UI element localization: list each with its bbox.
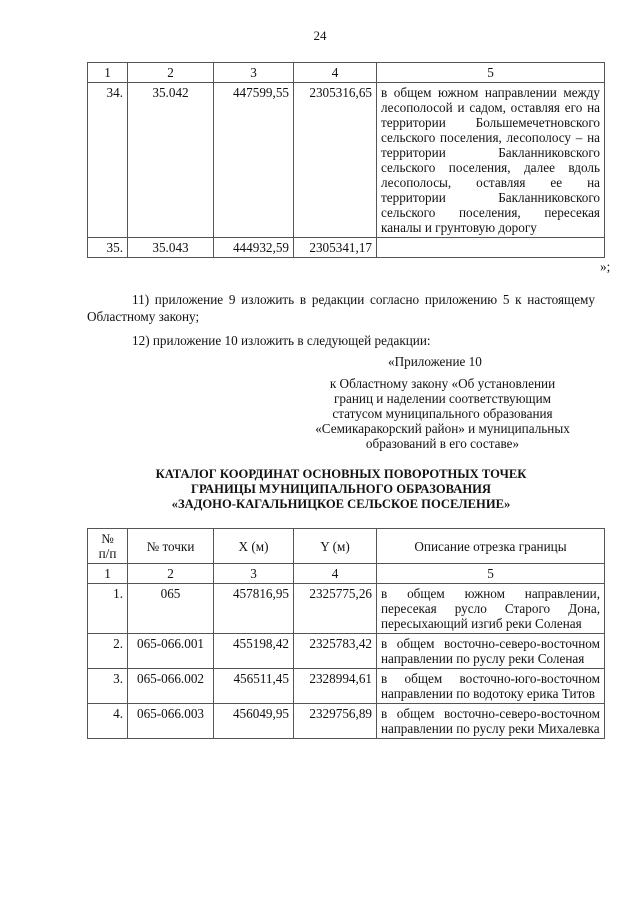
table-row — [88, 669, 605, 704]
coordinates-table-continued — [87, 62, 605, 258]
coord-y: 2305341,17 — [294, 238, 377, 258]
point-id: 065 — [128, 584, 214, 634]
table-row — [88, 704, 605, 739]
segment-description — [377, 238, 605, 258]
row-number: 34. — [88, 83, 128, 238]
row-number: 3. — [88, 669, 128, 704]
coord-y: 2325775,26 — [294, 584, 377, 634]
appendix-title: «Приложение 10 — [388, 354, 482, 369]
point-id: 065-066.001 — [128, 634, 214, 669]
page-number: 24 — [313, 28, 327, 43]
coord-x: 455198,42 — [214, 634, 294, 669]
appendix-line: к Областному закону «Об установлении — [329, 376, 556, 391]
column-number-4: 4 — [294, 564, 377, 584]
column-number-4: 4 — [294, 63, 377, 83]
point-id: 065-066.003 — [128, 704, 214, 739]
point-id: 35.043 — [128, 238, 214, 258]
coord-y: 2329756,89 — [294, 704, 377, 739]
column-header-x: X (м) — [214, 529, 294, 564]
catalog-heading — [87, 467, 595, 512]
column-number-5: 5 — [377, 63, 605, 83]
appendix-line: статусом муниципального образования — [332, 406, 553, 421]
column-header-y: Y (м) — [294, 529, 377, 564]
column-number-1: 1 — [88, 564, 128, 584]
row-number: 4. — [88, 704, 128, 739]
segment-description: в общем восточно-северо-восточном направлении по руслу реки Соленая — [377, 634, 605, 669]
appendix-line: границ и наделении соответствующим — [333, 391, 551, 406]
appendix-reference — [290, 376, 595, 451]
segment-description: в общем южном направлении между лесополосой и садом, оставляя его на территории Большемечетновского сельского поселения, лесополосу – на территории Бакланниковского сельского поселения, далее вдоль лесополосы, оставляя ее на территории Бакланниковского сельского поселения, пересекая каналы и грунтовую дорогу — [377, 83, 605, 238]
row-number: 35. — [88, 238, 128, 258]
catalog-heading-line: «ЗАДОНО-КАГАЛЬНИЦКОЕ СЕЛЬСКОЕ ПОСЕЛЕНИЕ» — [171, 497, 511, 511]
paragraph-12: 12) приложение 10 изложить в следующей редакции: — [132, 333, 431, 348]
column-number-3: 3 — [214, 63, 294, 83]
catalog-heading-line: ГРАНИЦЫ МУНИЦИПАЛЬНОГО ОБРАЗОВАНИЯ — [190, 482, 492, 496]
catalog-heading-line: КАТАЛОГ КООРДИНАТ ОСНОВНЫХ ПОВОРОТНЫХ ТОЧЕК — [155, 467, 527, 481]
coord-y: 2325783,42 — [294, 634, 377, 669]
column-number-3: 3 — [214, 564, 294, 584]
table-header-row — [88, 529, 605, 564]
table-row — [88, 83, 605, 238]
row-number: 2. — [88, 634, 128, 669]
table-row — [88, 634, 605, 669]
coord-x: 447599,55 — [214, 83, 294, 238]
point-id: 35.042 — [128, 83, 214, 238]
column-number-5: 5 — [377, 564, 605, 584]
header-num-line: № — [101, 531, 114, 546]
coord-y: 2305316,65 — [294, 83, 377, 238]
column-header-num — [88, 529, 128, 564]
appendix-line: образований в его составе» — [365, 436, 520, 451]
header-num-line: п/п — [98, 546, 117, 561]
segment-description: в общем восточно-юго-восточном направлении по водотоку ерика Титов — [377, 669, 605, 704]
paragraph-11: 11) приложение 9 изложить в редакции согласно приложению 5 к настоящему Областному закону; — [87, 292, 595, 324]
closing-quote: »; — [600, 259, 611, 274]
coordinates-table — [87, 528, 605, 739]
coord-x: 457816,95 — [214, 584, 294, 634]
table-row — [88, 238, 605, 258]
point-id: 065-066.002 — [128, 669, 214, 704]
column-number-1: 1 — [88, 63, 128, 83]
column-number-2: 2 — [128, 564, 214, 584]
table-column-numbers — [88, 63, 605, 83]
segment-description: в общем южном направлении, пересекая русло Старого Дона, пересыхающий изгиб реки Соленая — [377, 584, 605, 634]
appendix-line: «Семикаракорский район» и муниципальных — [315, 421, 570, 436]
coord-x: 456511,45 — [214, 669, 294, 704]
column-header-point: № точки — [128, 529, 214, 564]
coord-x: 456049,95 — [214, 704, 294, 739]
coord-x: 444932,59 — [214, 238, 294, 258]
column-header-description: Описание отрезка границы — [377, 529, 605, 564]
segment-description: в общем восточно-северо-восточном направлении по руслу реки Михалевка — [377, 704, 605, 739]
row-number: 1. — [88, 584, 128, 634]
column-number-2: 2 — [128, 63, 214, 83]
table-row — [88, 584, 605, 634]
table-column-numbers — [88, 564, 605, 584]
coord-y: 2328994,61 — [294, 669, 377, 704]
